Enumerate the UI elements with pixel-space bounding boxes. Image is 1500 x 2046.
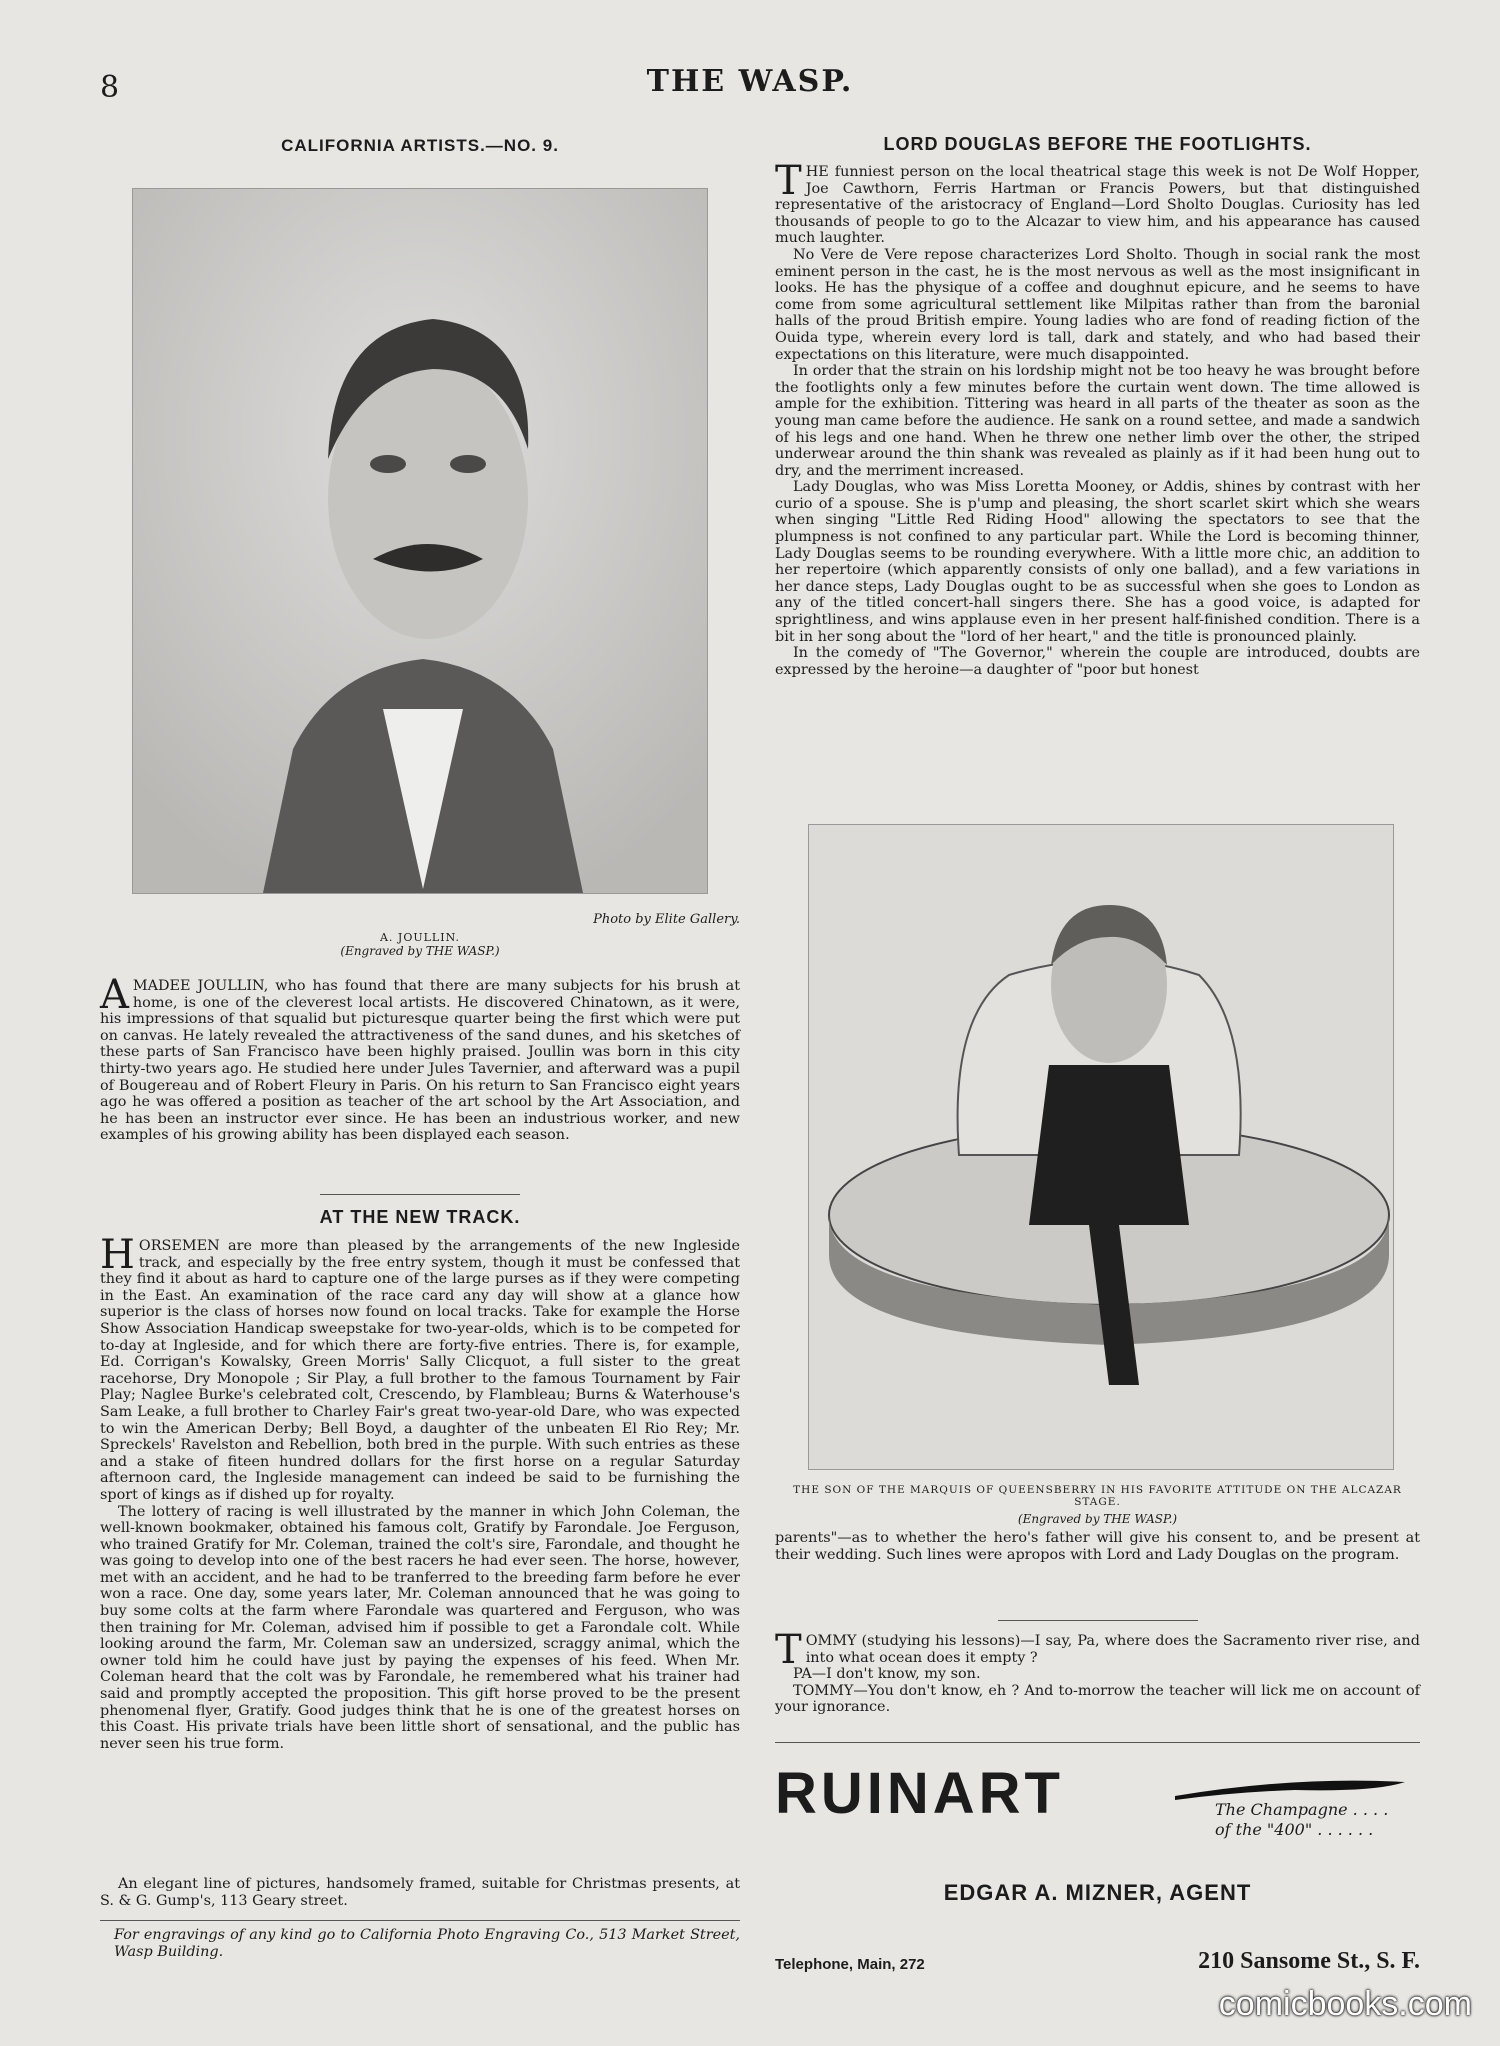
ruinart-brand: RUINART <box>775 1761 1064 1826</box>
divider <box>320 1194 520 1195</box>
cartoon-caption: THE SON OF THE MARQUIS OF QUEENSBERRY IN HIS FAVORITE ATTITUDE ON THE ALCAZAR STAGE. <box>793 1484 1402 1508</box>
douglas-article <box>775 158 1420 678</box>
artist-heading: CALIFORNIA ARTISTS.—NO. 9. <box>281 136 559 155</box>
ad-address: 210 Sansome St., S. F. <box>1198 1948 1420 1974</box>
site-watermark: comicbooks.com <box>1218 1985 1472 2023</box>
douglas-paragraph-5: In the comedy of "The Governor," wherein the couple are introduced, doubts are expressed by the heroine—a daughter of "poor but honest <box>775 645 1420 678</box>
tommy-line-2: PA—I don't know, my son. <box>793 1666 981 1683</box>
douglas-heading: LORD DOUGLAS BEFORE THE FOOTLIGHTS. <box>883 134 1312 154</box>
track-heading-block <box>100 1194 740 1228</box>
ad-slogan <box>1215 1800 1388 1840</box>
ruinart-advertisement <box>775 1760 1420 2000</box>
ad-divider <box>775 1742 1420 1743</box>
track-paragraph-1: HORSEMEN are more than pleased by the arrangements of the new Ingleside track, and especially by the free entry system, though it must be confessed that they find it about as hard to capture one of the large purses as if they were competing in the East. An examination of the race card any day will show at a glance how superior is the class of horses now found on local tracks. Take for example the Horse Show Association Handicap sweepstake for two-year-olds, which is to be competed for to-day at Ingleside, and for which there are forty-five entries. There is, for example, Ed. Corrigan's Kowalsky, Green Morris' Sally Clicquot, a full sister to the great racehorse, Dry Monopole ; Sir Play, a full brother to the famous Tournament by Fair Play; Naglee Burke's celebrated colt, Crescendo, by Flambleau; Burns & Waterhouse's Sam Leake, a full brother to Charley Fair's great two-year-old Dare, who was expected to win the American Derby; Bell Boyd, a daughter of the unbeaten El Rio Rey; Mr. Spreckels' Ravelston and Rebellion, both bred in the purple. With such entries as these and a stake of fiteen hundred dollars for the first horse on a regular Saturday afternoon card, the Ingleside management can indeed be said to be furnishing the sport of kings as if dished up for royalty. <box>100 1232 740 1503</box>
engraving-ad-block <box>100 1920 740 1960</box>
page-number: 8 <box>100 70 120 105</box>
masthead-title: THE WASP. <box>646 64 854 99</box>
dropcap: T <box>775 1627 802 1673</box>
douglas-continued: parents"—as to whether the hero's father will give his consent to, and be present at their wedding. Such lines were apropos with Lord and Lady Douglas on the program. <box>775 1530 1420 1563</box>
portrait-credit-block <box>100 912 740 958</box>
artist-heading-block <box>100 136 740 156</box>
tommy-line-3: TOMMY—You don't know, eh ? And to-morrow the teacher will lick me on account of your ignorance. <box>775 1682 1420 1716</box>
dropcap: T <box>775 158 802 204</box>
track-article <box>100 1232 740 1752</box>
portrait-caption: A. JOULLIN. <box>379 931 460 944</box>
tommy-joke <box>775 1620 1420 1716</box>
divider <box>100 1920 740 1921</box>
photo-credit: Photo by Elite Gallery. <box>593 912 740 927</box>
douglas-paragraph-1: THE funniest person on the local theatrical stage this week is not De Wolf Hopper, Joe Cawthorn, Ferris Hartman or Francis Powers, but that distinguished representative of the aristocracy of England—Lord Sholto Douglas. Curiosity has led thousands of people to go to the Alcazar to view him, and his appearance has caused much laughter. <box>775 158 1420 247</box>
douglas-heading-block <box>775 134 1420 155</box>
ad-agent: EDGAR A. MIZNER, AGENT <box>943 1880 1252 1905</box>
tommy-line-1: TOMMY (studying his lessons)—I say, Pa, where does the Sacramento river rise, and into what ocean does it empty ? <box>775 1627 1420 1673</box>
douglas-paragraph-4: Lady Douglas, who was Miss Loretta Mooney, or Addis, shines by contrast with her curio of a spouse. She is p'ump and pleasing, the short scarlet skirt which she wears when singing "Little Red Riding Hood" allowing the spectators to see that the plumpness is not confined to any particular part. While the Lord is becoming thinner, Lady Douglas seems to be rounding everywhere. With a little more chic, an addition to her repertoire (which apparently consists of only one ballad), and a few variations in her dance steps, Lady Douglas ought to be as successful when she goes to London as any of the titled concert-hall singers there. She has a good voice, is adapted for sprightliness, and wins applause even in her present half-finished condition. There is a bit in her song about the "lord of her heart," and the title is pronounced plainly. <box>775 479 1420 645</box>
cartoon-engraved-note: (Engraved by THE WASP.) <box>1017 1512 1178 1526</box>
joullin-article <box>100 972 740 1144</box>
track-heading: AT THE NEW TRACK. <box>319 1207 521 1227</box>
dropcap: A <box>100 972 129 1018</box>
douglas-cartoon <box>808 824 1394 1470</box>
joullin-portrait <box>132 188 708 894</box>
ad-telephone: Telephone, Main, 272 <box>775 1956 925 1973</box>
dropcap: H <box>100 1232 135 1278</box>
portrait-engraved-note: (Engraved by THE WASP.) <box>340 944 500 958</box>
cartoon-caption-block <box>775 1484 1420 1526</box>
gumps-note: An elegant line of pictures, handsomely framed, suitable for Christmas presents, at S. & G. Gump's, 113 Geary street. <box>100 1876 740 1909</box>
engraving-ad: For engravings of any kind go to California Photo Engraving Co., 513 Market Street, Wasp Building. <box>114 1927 740 1960</box>
douglas-paragraph-3: In order that the strain on his lordship might not be too heavy he was brought before the footlights only a few minutes before the curtain went down. The time allowed is ample for the exhibition. Tittering was heard in all parts of the theater as soon as the young man came before the audience. He sank on a round settee, and made a sandwich of his legs and one hand. When he threw one nether limb over the other, the striped underwear around the thin shank was revealed as plainly as if it had been hung out to dry, and the merriment increased. <box>775 363 1420 479</box>
slogan-line-1: The Champagne . . . . <box>1215 1800 1389 1819</box>
slogan-line-2: of the "400" . . . . . . <box>1215 1820 1374 1839</box>
joullin-paragraph: AMADEE JOULLIN, who has found that there are many subjects for his brush at home, is one of the cleverest local artists. He discovered Chinatown, as it were, his impressions of that squalid but picturesque quarter being the first which were put on canvas. He lately revealed the attractiveness of the sand dunes, and his sketches of these parts of San Francisco have been highly praised. Joullin was born in this city thirty-two years ago. He studied here under Jules Tavernier, and afterward was a pupil of Bougereau and of Robert Fleury in Paris. On his return to San Francisco eight years ago he was offered a position as teacher of the art school by the Art Association, and he has been an instructor ever since. He has been an industrious worker, and new examples of his growing ability has been displayed each season. <box>100 972 740 1144</box>
track-paragraph-2: The lottery of racing is well illustrated by the manner in which John Coleman, the well-known bookmaker, obtained his famous colt, Gratify by Farondale. Joe Ferguson, who trained Gratify for Mr. Coleman, trained the colt's sire, Farondale, and thought he was going to develop into one of the best racers he had ever seen. The horse, however, met with an accident, and he had to be tranferred to the breeding farm before he ever won a race. One day, some years later, Mr. Coleman announced that he was going to buy some colts at the farm where Farondale was quartered and Ferguson, who was then training for Mr. Coleman, advised him if possible to get a Farondale colt. While looking around the farm, Mr. Coleman saw an undersized, scraggy animal, which the owner told him he could have just by paying the expenses of his feed. When Mr. Coleman heard that the colt was by Farondale, he remembered what his trainer had said and promptly accepted the proposition. This gift horse proved to be the present phenomenal flyer, Gratify. Good judges think that he is one of the greatest horses on this Coast. His private trials have been little short of sensational, and the public has never seen his true form. <box>100 1503 740 1752</box>
divider <box>998 1620 1198 1621</box>
douglas-paragraph-2: No Vere de Vere repose characterizes Lord Sholto. Though in social rank the most eminent person in the cast, he is the most nervous as well as the most insignificant in looks. He has the physique of a coffee and doughnut epicure, and he seems to have come from some agricultural settlement like Milpitas rather than from the baronial halls of the proud British empire. Young ladies who are fond of reading fiction of the Ouida type, wherein every lord is tall, dark and stately, and who had based their expectations on this literature, were much disappointed. <box>775 246 1420 363</box>
